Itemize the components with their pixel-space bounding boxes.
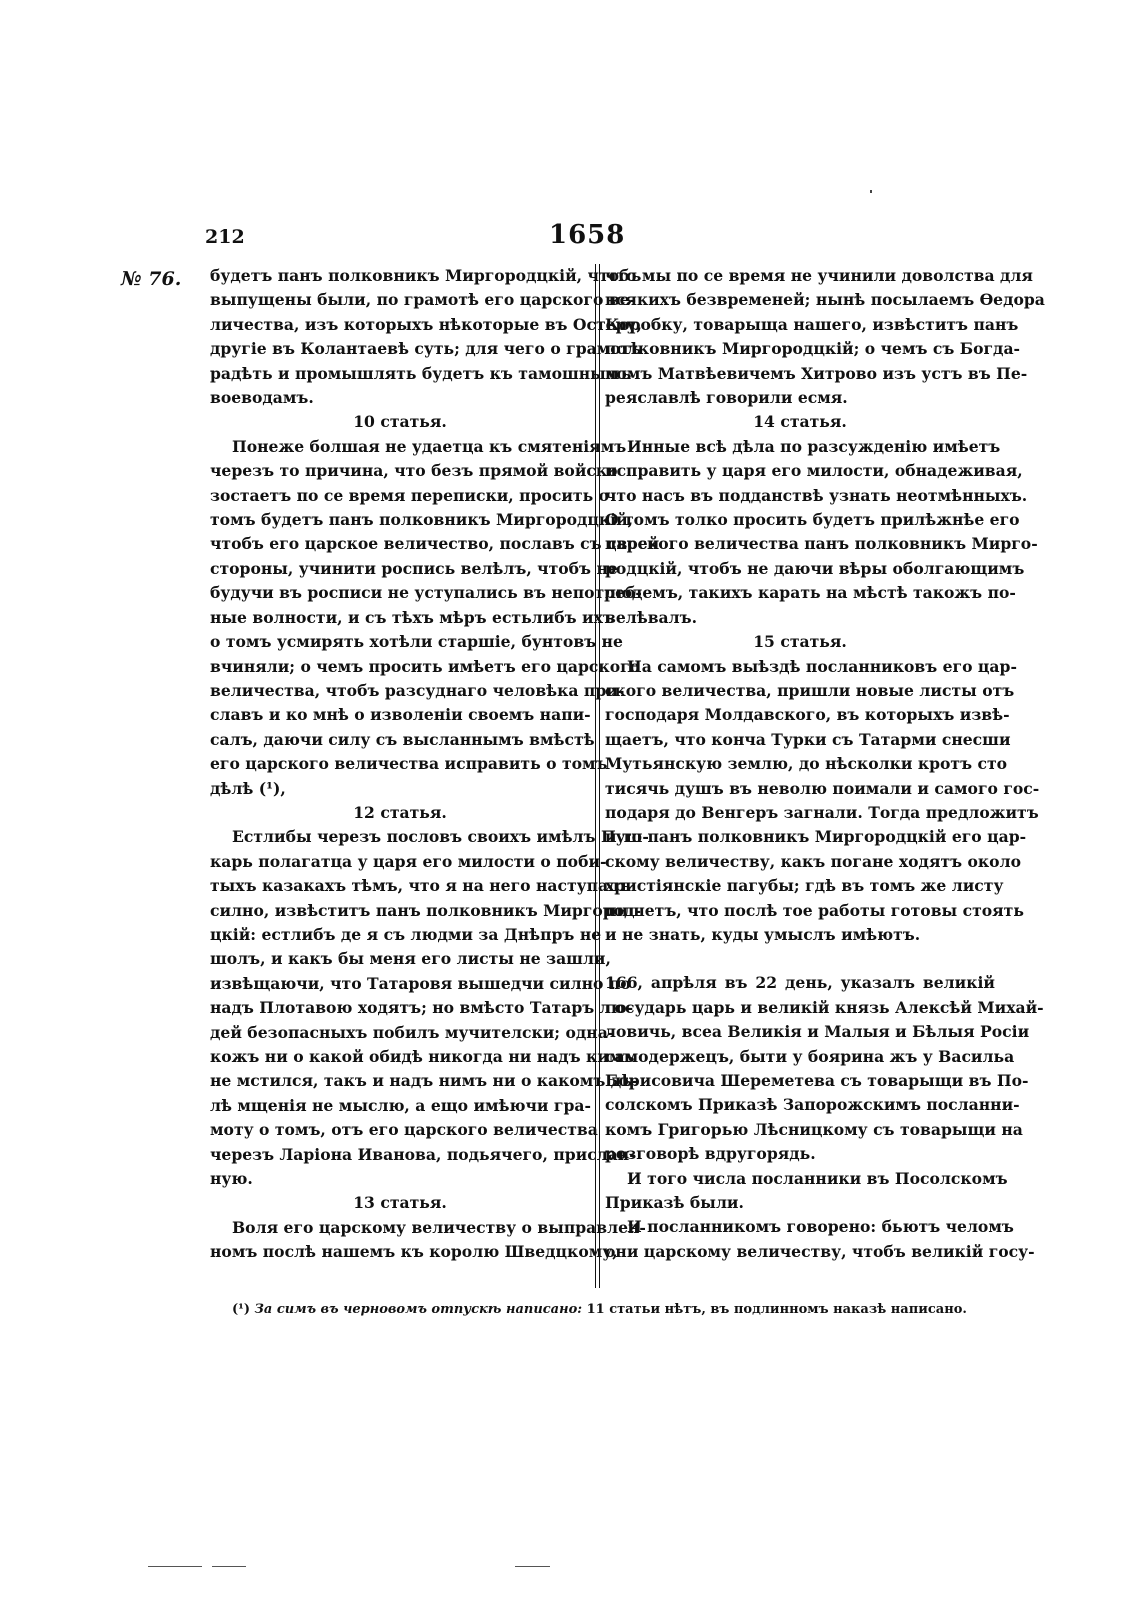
text-line: выпущены были, по грамотѣ его царского ве-	[210, 290, 636, 310]
text-line: зостаетъ по се время переписки, просить о	[210, 485, 610, 505]
text-line: шолъ, и какъ бы меня его листы не зашли,	[210, 949, 611, 969]
text-line: И посланникомъ говорено: бьютъ челомъ	[627, 1217, 1014, 1237]
text-line: Мутьянскую землю, до нѣсколки кротъ сто	[605, 754, 1008, 774]
footnote-text: 11 статьи нѣтъ, въ подлинномъ наказѣ написано.	[586, 1302, 967, 1317]
text-line: Борисовича Шереметева съ товарыщи въ По-	[605, 1071, 1029, 1090]
text-line: другіе въ Колантаевѣ суть; для чего о грамотѣ	[210, 339, 642, 359]
text-line: тисячь душъ въ неволю поимали и самого гос-	[605, 778, 1040, 798]
text-line: исправить у царя его милости, обнадеживая,	[605, 461, 1023, 481]
text-line: и то панъ полковникъ Миргородцкій его цар-	[605, 827, 1027, 847]
text-line: они царскому величеству, чтобъ великій госу-	[605, 1241, 1035, 1261]
text-line: реяславлѣ говорили есмя.	[605, 388, 848, 408]
text-line: пишетъ, что послѣ тое работы готовы стоять	[605, 900, 1024, 920]
text-line: ные волности, и съ тѣхъ мѣръ естьлибъ ихъ	[210, 607, 615, 627]
text-line: родцкій, чтобъ не даючи вѣры оболгающимъ	[605, 558, 1025, 578]
text-line: Коробку, товарыща нашего, извѣститъ панъ	[605, 314, 1019, 334]
text-line: И того числа посланники въ Посолскомъ	[627, 1168, 1008, 1188]
text-line: не мстился, такъ и надъ нимъ ни о какомъ дѣ-	[210, 1071, 639, 1091]
text-line: дѣлѣ (¹),	[210, 778, 286, 798]
section-heading-12: 12 статья.	[353, 802, 447, 822]
print-speck	[870, 190, 872, 193]
section-heading-15: 15 статья.	[753, 632, 847, 652]
text-line: дей безопасныхъ побилъ мучителски; однa-	[210, 1022, 615, 1042]
text-line: величества, чтобъ разсуднаго человѣка при-	[210, 680, 625, 700]
text-line: чтобъ его царское величество, пославъ съ своей	[210, 534, 660, 554]
text-line: лѣ мщенія не мыслю, а ещо имѣючи гра-	[210, 1095, 591, 1115]
text-line: ского величества, пришли новые листы отъ	[605, 680, 1015, 700]
year-heading: 1658	[549, 220, 626, 250]
text-line: будучи въ росписи не уступались въ непотреб-	[210, 583, 642, 603]
section-heading-10: 10 статья.	[353, 412, 447, 432]
document-number: № 76.	[121, 268, 182, 290]
text-line: номъ послѣ нашемъ къ королю Шведцкому,	[210, 1242, 618, 1262]
text-line: и не знать, куды умыслъ имѣютъ.	[605, 924, 921, 944]
text-line: номъ Матвѣевичемъ Хитрово изъ устъ въ Пе-	[605, 363, 1028, 383]
paragraph-article-12	[210, 825, 649, 1191]
paragraph-continuation-right	[605, 264, 1045, 410]
text-line: черезъ то причина, что безъ прямой войско	[210, 461, 618, 481]
paragraph-envoys-present	[605, 1167, 1008, 1216]
text-line: Естлибы черезъ пословъ своихъ имѣлъ Пуш-	[232, 827, 649, 847]
paragraph-gap	[605, 947, 995, 971]
text-line: всякихъ безвременей; нынѣ посылаемъ Ѳедора	[605, 290, 1045, 310]
paragraph-article-13	[210, 1216, 646, 1265]
text-line: самодержецъ, быти у боярина жъ у Васильа	[605, 1046, 1015, 1066]
text-line: тыхъ казакахъ тѣмъ, что я на него наступалъ	[210, 876, 632, 896]
page-number: 212	[205, 226, 245, 248]
text-line: о томъ усмирять хотѣли старшіе, бунтовъ не	[210, 632, 623, 652]
text-line: 166, апрѣля въ 22 день, указалъ великій	[605, 973, 995, 993]
text-line: подаря до Венгеръ загнали. Тогда предложитъ	[605, 802, 1039, 822]
text-line: господаря Молдавского, въ которыхъ извѣ-	[605, 705, 1010, 725]
text-line: На самомъ выѣздѣ посланниковъ его цар-	[627, 656, 1017, 676]
text-line: ловичь, всеа Великія и Малыя и Бѣлыя Росіи	[605, 1022, 1030, 1042]
paragraph-continuation	[210, 264, 642, 410]
text-line: велѣвалъ.	[605, 607, 698, 627]
text-line: будетъ панъ полковникъ Миргородцкій, чтобъ	[210, 266, 642, 285]
text-line: христіянскіе пагубы; гдѣ въ томъ же листу	[605, 876, 1004, 896]
text-line: людемъ, такихъ карать на мѣстѣ такожъ по-	[605, 583, 1016, 603]
text-line: славъ и ко мнѣ о изволеніи своемъ напи-	[210, 705, 591, 725]
text-line: томъ будетъ панъ полковникъ Миргородцкій,	[210, 510, 634, 530]
text-line: комъ Григорью Лѣсницкому съ товарыщи на	[605, 1119, 1023, 1139]
text-line: салъ, даючи силу съ высланнымъ вмѣстѣ	[210, 729, 595, 749]
text-line: щаетъ, что конча Турки съ Татарми снесши	[605, 729, 1011, 749]
footnote-italic: За симъ въ черновомъ отпускѣ написано:	[254, 1302, 583, 1317]
text-line: вчиняли; о чемъ просить имѣетъ его царского	[210, 656, 641, 676]
footnote	[232, 1302, 967, 1317]
text-line: О томъ толко просить будетъ прилѣжнѣе его	[605, 510, 1020, 530]
text-line: царского величества панъ полковникъ Мирго-	[605, 534, 1038, 554]
text-line: его царского величества исправить о томъ	[210, 754, 608, 774]
paragraph-decree-166	[605, 971, 1044, 1166]
text-line: моту о томъ, отъ его царского величества	[210, 1120, 598, 1140]
text-line: Воля его царскому величеству о выправлен-	[232, 1217, 646, 1237]
text-line: солскомъ Приказѣ Запорожскимъ посланни-	[605, 1095, 1020, 1115]
text-line: ную.	[210, 1169, 253, 1189]
text-line: извѣщаючи, что Татаровя вышедчи силно по	[210, 973, 631, 993]
text-line: что насъ въ подданствѣ узнать неотмѣнныхъ.	[605, 485, 1028, 505]
text-line: государь царь и великій князь Алексѣй Михай-	[605, 997, 1044, 1017]
text-line: скому величеству, какъ погане ходятъ около	[605, 851, 1021, 871]
text-line: черезъ Ларіона Иванова, подьячего, прислан-	[210, 1144, 636, 1164]
text-line: полковникъ Миргородцкій; о чемъ съ Богда-	[605, 339, 1021, 359]
text-line: радѣть и промышлять будетъ къ тамошнымъ	[210, 363, 632, 383]
text-line: что мы по се время не учинили доволства для	[605, 266, 1033, 285]
paragraph-article-15	[605, 655, 1040, 948]
text-line: цкій: естлибъ де я съ людми за Днѣпръ не	[210, 924, 602, 944]
paragraph-article-14	[605, 435, 1038, 630]
text-line: розговорѣ вдругорядь.	[605, 1144, 816, 1164]
paragraph-envoys-told	[605, 1215, 1035, 1264]
right-column	[605, 264, 1045, 1264]
text-line: личества, изъ которыхъ нѣкоторые въ Остеру,	[210, 314, 642, 334]
section-heading-13: 13 статья.	[353, 1193, 447, 1213]
text-line: кожъ ни о какой обидѣ никогда ни надъ кимъ	[210, 1047, 635, 1066]
column-divider	[595, 264, 600, 1288]
text-line: стороны, учинити роспись велѣлъ, чтобъ не	[210, 558, 618, 578]
text-line: силно, извѣститъ панъ полковникъ Миргород-	[210, 900, 641, 920]
text-line: Понеже болшая не удаетца къ смятеніямъ	[232, 436, 627, 456]
text-line: карь полагатца у царя его милости о поби-	[210, 851, 607, 871]
text-line: Инные всѣ дѣла по разсужденію имѣетъ	[627, 436, 1001, 456]
text-line: Приказѣ были.	[605, 1193, 744, 1213]
text-line: воеводамъ.	[210, 388, 314, 408]
section-heading-14: 14 статья.	[753, 412, 847, 432]
text-line: надъ Плотавою ходятъ; но вмѣсто Татаръ лю-	[210, 998, 634, 1018]
footnote-mark: (¹)	[232, 1302, 250, 1317]
